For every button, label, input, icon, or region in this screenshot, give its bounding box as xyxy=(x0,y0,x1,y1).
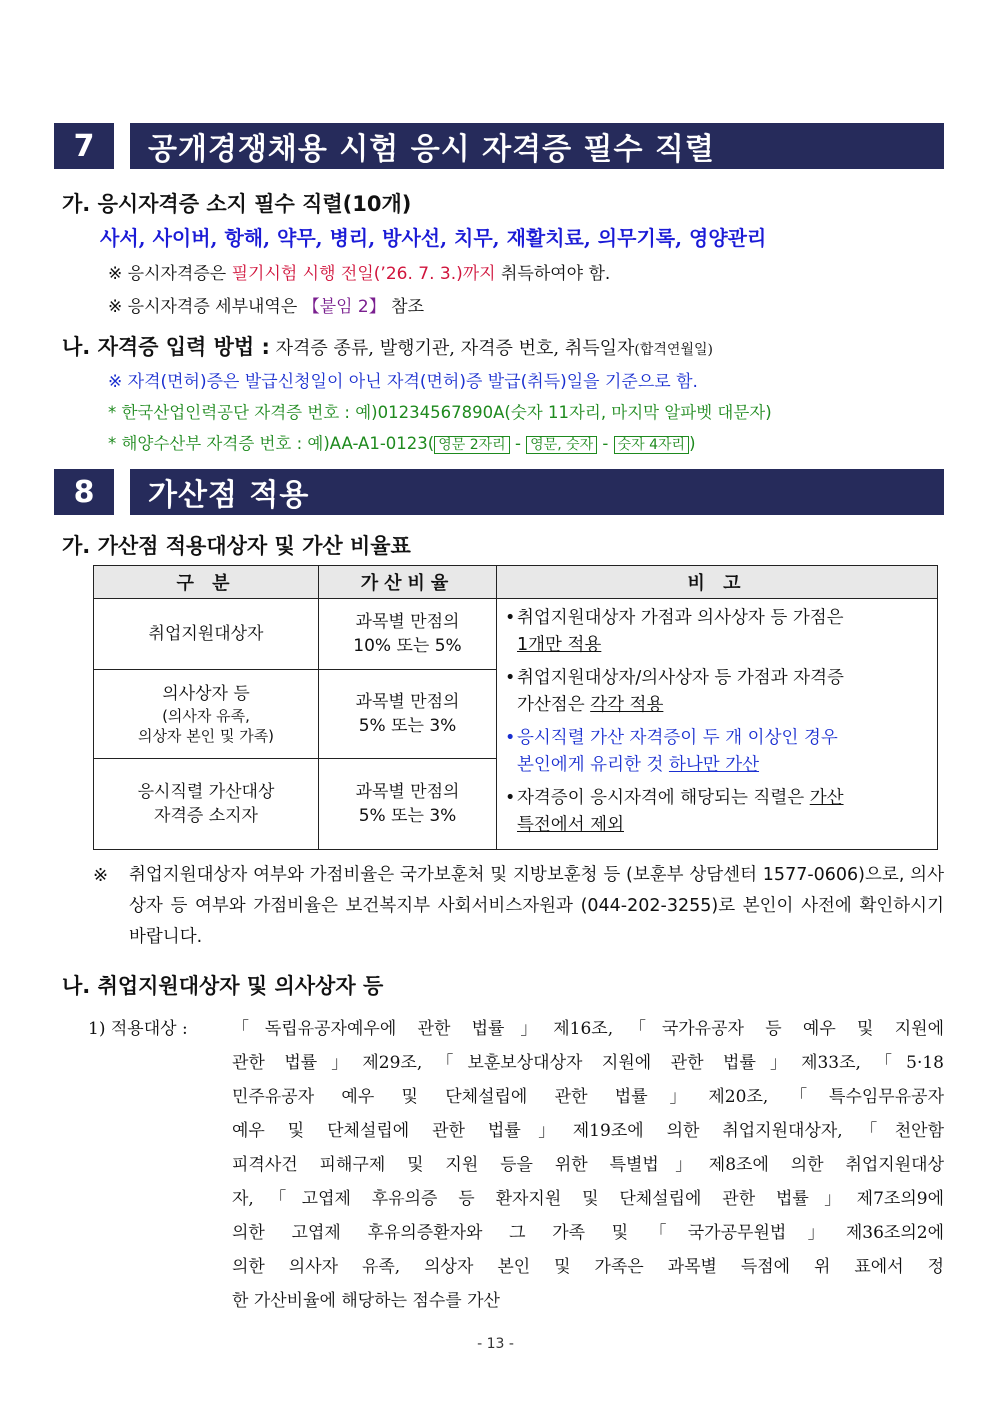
remark-item: • 취업지원대상자/의사상자 등 가점과 자격증 가산점은 각각 적용 xyxy=(505,668,844,715)
cell-ratio xyxy=(319,758,497,849)
law-line: 한 가산비율에 해당하는 점수를 가산 xyxy=(232,1291,500,1311)
note1-post: 취득하여야 함. xyxy=(495,264,611,284)
section-7-number: 7 xyxy=(54,123,114,169)
ratio-line-1: 과목별 만점의 xyxy=(355,691,460,712)
remark-item: • 응시직렬 가산 자격증이 두 개 이상인 경우 본인에게 유리한 것 하나만 가산 xyxy=(505,728,838,775)
sec7-note-1 xyxy=(108,259,610,284)
dash-1: - xyxy=(509,434,527,453)
sec8-heading-a: 가. 가산점 적용대상자 및 가산 비율표 xyxy=(62,534,411,558)
section-8-title: 가산점 적용 xyxy=(130,469,944,515)
remark2-a: 취업지원대상자/의사상자 등 가점과 자격증 xyxy=(517,668,844,688)
header-ratio: 가산비율 xyxy=(319,566,497,599)
law-label: 1) 적용대상 : xyxy=(88,1019,188,1039)
ratio-line-2: 5% 또는 3% xyxy=(358,805,457,826)
footnote-text: 취업지원대상자 여부와 가점비율은 국가보훈처 및 지방보훈청 등 (보훈부 상담센터 1577-0606)으로, 의사상자 등 여부와 가점비율은 보건복지부 사회서비스자원과 (044-202-3255)로 본인이 사전에 확인하시기 바랍니다. xyxy=(129,865,944,947)
header-category: 구 분 xyxy=(94,566,319,599)
cell-ratio xyxy=(319,599,497,670)
heading-b-desc: 자격증 종류, 발행기관, 자격증 번호, 취득일자 xyxy=(269,338,635,359)
heading-b-desc-small: (합격연월일) xyxy=(634,342,713,358)
remark3-a: 응시직렬 가산 자격증이 두 개 이상인 경우 xyxy=(517,728,838,748)
remark-item: • 자격증이 응시자격에 해당되는 직렬은 가산 특전에서 제외 xyxy=(505,788,844,835)
note1-pre: ※ 응시자격증은 xyxy=(108,264,232,284)
cell-category xyxy=(94,669,319,758)
sec7-green-note-1: * 한국산업인력공단 자격증 번호 : 예)01234567890A(숫자 11자리, 마지막 알파벳 대문자) xyxy=(108,403,772,422)
remark4-c: 특전에서 제외 xyxy=(517,815,624,835)
page-number: - 13 - xyxy=(477,1336,514,1352)
law-line: 의한 의사자 유족, 의상자 본인 및 가족은 과목별 득점에 위 표에서 정 xyxy=(232,1257,944,1277)
category-label: 의사상자 등 xyxy=(162,683,250,704)
sec8-heading-b: 나. 취업지원대상자 및 의사상자 등 xyxy=(62,974,384,998)
cell-ratio xyxy=(319,669,497,758)
remark3-b: 본인에게 유리한 것 xyxy=(517,755,669,775)
remark4-b: 가산 xyxy=(809,788,844,808)
category-sub-2: 의상자 본인 및 가족) xyxy=(137,726,275,745)
sec7-b-note: ※ 자격(면허)증은 발급신청일이 아닌 자격(면허)증 발급(취득)일을 기준으로 함. xyxy=(108,372,698,392)
law-line: 관한 법률」제29조,「보훈보상대상자 지원에 관한 법률」제33조,「5·18 xyxy=(232,1053,944,1073)
remark2-c: 각각 적용 xyxy=(590,695,664,715)
remark1-a: 취업지원대상자 가점과 의사상자 등 가점은 xyxy=(517,608,844,628)
table-row xyxy=(94,599,938,670)
cell-category xyxy=(94,758,319,849)
bonus-footnote xyxy=(93,860,944,953)
note2-pre: ※ 응시자격증 세부내역은 xyxy=(108,297,303,317)
bonus-ratio-table xyxy=(93,565,938,850)
dash-2: - xyxy=(597,434,614,453)
header-remarks: 비 고 xyxy=(497,566,938,599)
section-8-number: 8 xyxy=(54,469,114,515)
table-header-row xyxy=(94,566,938,599)
ratio-line-1: 과목별 만점의 xyxy=(355,781,460,802)
green2-post: ) xyxy=(689,434,696,453)
remark1-b: 1개만 적용 xyxy=(517,635,602,655)
format-box-2: 영문, 숫자 xyxy=(526,436,597,454)
ratio-line-1: 과목별 만점의 xyxy=(355,611,460,632)
ratio-line-2: 10% 또는 5% xyxy=(353,635,462,656)
green2-pre: * 해양수산부 자격증 번호 : 예)AA-A1-0123( xyxy=(108,434,435,453)
required-jobs-list: 사서, 사이버, 항해, 약무, 병리, 방사선, 치무, 재활치료, 의무기록, 영양관리 xyxy=(100,226,767,250)
law-line: 자,「고엽제 후유의증 등 환자지원 및 단체설립에 관한 법률」제7조의9에 xyxy=(232,1189,944,1209)
sec7-note-2 xyxy=(108,292,424,317)
category-sub: 자격증 소지자 xyxy=(154,805,258,826)
section-7-title: 공개경쟁채용 시험 응시 자격증 필수 직렬 xyxy=(130,123,944,169)
note2-post: 참조 xyxy=(385,297,425,317)
law-line: 피격사건 피해구제 및 지원 등을 위한 특별법」제8조에 의한 취업지원대상 xyxy=(232,1155,944,1175)
remark-item: • 취업지원대상자 가점과 의사상자 등 가점은 1개만 적용 xyxy=(505,608,844,655)
remark2-b: 가산점은 xyxy=(517,695,591,715)
remark4-a: 자격증이 응시자격에 해당되는 직렬은 xyxy=(517,788,810,808)
category-label: 응시직렬 가산대상 xyxy=(137,781,275,802)
law-line: 의한 고엽제 후유의증환자와 그 가족 및「국가공무원법」제36조의2에 xyxy=(232,1223,944,1243)
category-label: 취업지원대상자 xyxy=(148,623,264,644)
sec7-heading-a: 가. 응시자격증 소지 필수 직렬(10개) xyxy=(62,192,412,216)
category-sub: (의사자 유족, xyxy=(162,706,250,725)
heading-b-label: 나. 자격증 입력 방법 : xyxy=(62,335,270,359)
law-line: 「독립유공자예우에 관한 법률」제16조,「국가유공자 등 예우 및 지원에 xyxy=(232,1019,944,1039)
note1-deadline: 필기시험 시행 전일(’26. 7. 3.)까지 xyxy=(231,264,496,284)
note2-attachment-ref: 【붙임 2】 xyxy=(302,297,386,317)
cell-category xyxy=(94,599,319,670)
format-box-3: 숫자 4자리 xyxy=(614,436,689,454)
cell-remarks xyxy=(497,599,938,850)
ratio-line-2: 5% 또는 3% xyxy=(358,715,457,736)
law-text xyxy=(232,1012,944,1318)
remark3-c: 하나만 가산 xyxy=(668,755,760,775)
sec7-green-note-2 xyxy=(108,430,696,454)
law-line: 민주유공자 예우 및 단체설립에 관한 법률」제20조,「특수임무유공자 xyxy=(232,1087,944,1107)
law-line: 예우 및 단체설립에 관한 법률」제19조에 의한 취업지원대상자,「천안함 xyxy=(232,1121,944,1141)
format-box-1: 영문 2자리 xyxy=(434,436,509,454)
footnote-mark: ※ xyxy=(93,865,109,886)
sec7-heading-b xyxy=(62,331,713,361)
